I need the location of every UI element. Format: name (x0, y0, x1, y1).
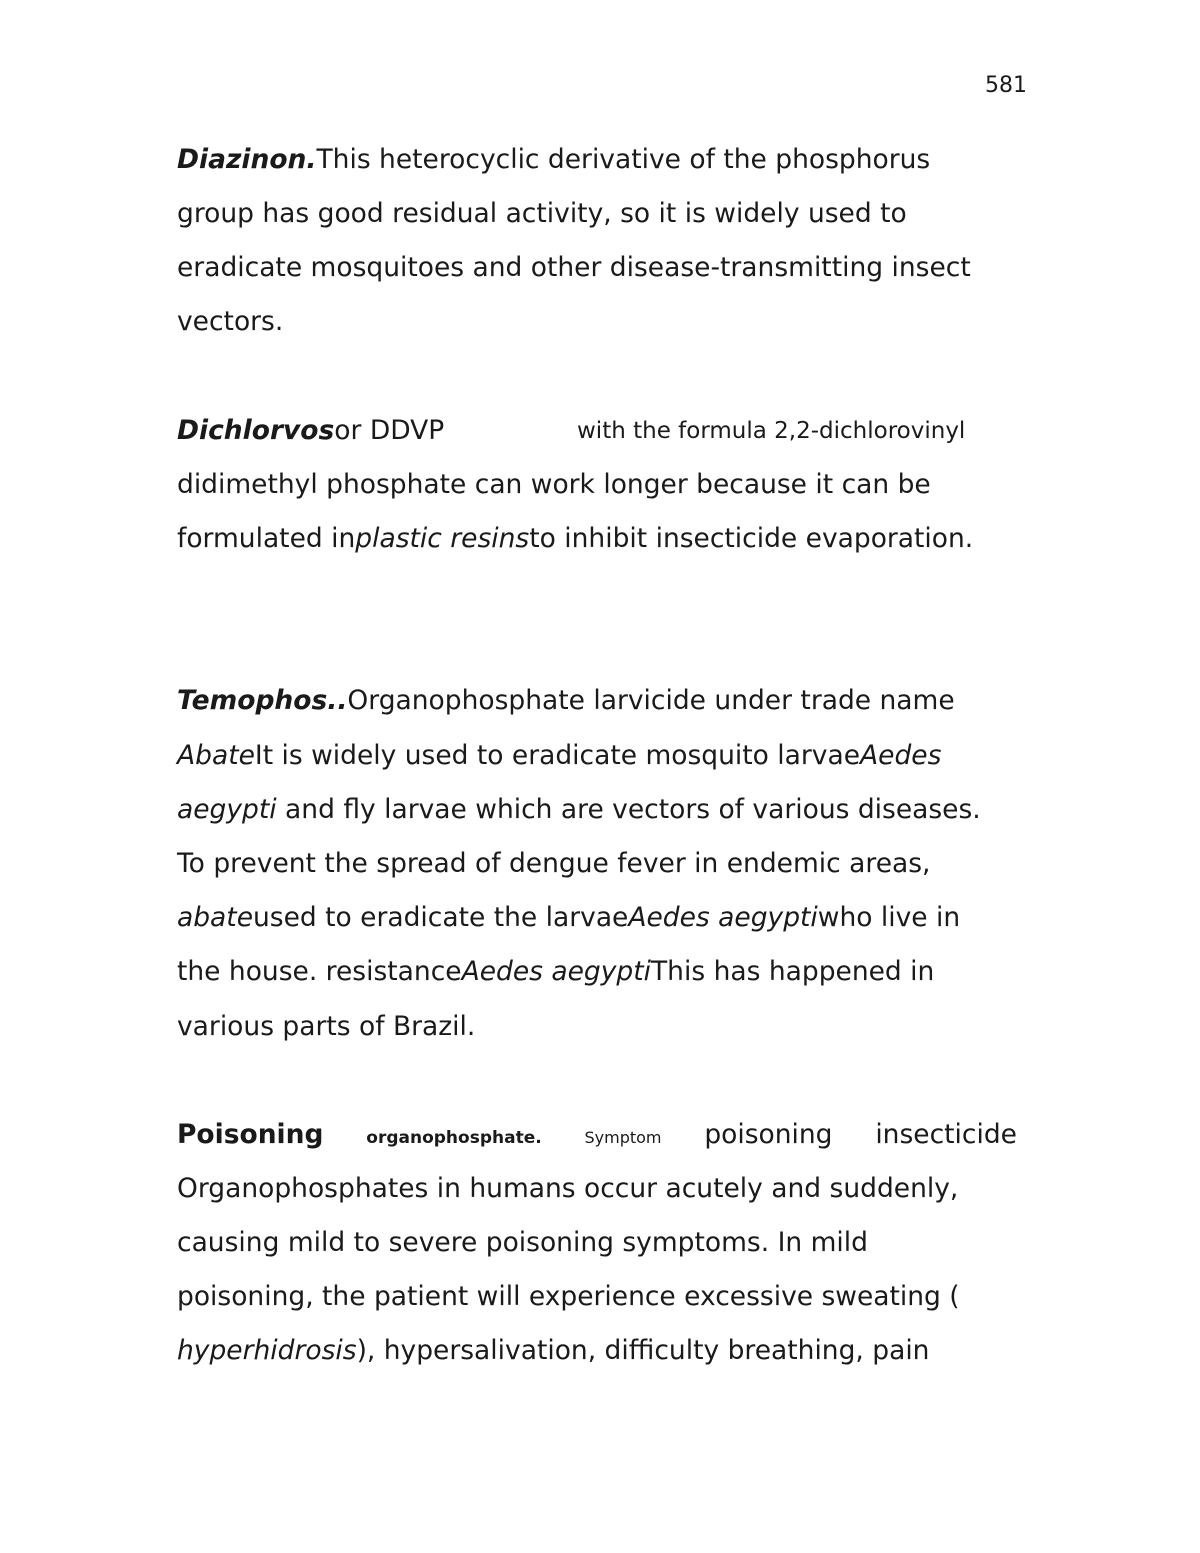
poisoning-word: poisoning (704, 1119, 833, 1150)
temophos-text-2: It is widely used to eradicate mosquito larvae (254, 740, 861, 771)
temophos-text-5a: used to eradicate the larvae (253, 902, 629, 933)
dichlorvos-line-3 (177, 522, 973, 556)
temophos-line-5 (177, 901, 960, 935)
diazinon-line-3: eradicate mosquitoes and other disease-transmitting insect (177, 252, 971, 283)
temophos-text-6a: the house. resistance (177, 956, 462, 987)
poisoning-line-4: poisoning, the patient will experience excessive sweating ( (177, 1281, 960, 1312)
temophos-text-3: and fly larvae which are vectors of various diseases. (276, 794, 981, 825)
diazinon-line-4: vectors. (177, 306, 284, 337)
poisoning-line-1 (177, 1118, 1017, 1155)
dichlorvos-term: Dichlorvos (177, 415, 335, 446)
abate-lower-term: abate (177, 902, 253, 933)
dichlorvos-text-3a: formulated in (177, 523, 356, 554)
dichlorvos-line-2: didimethyl phosphate can work longer because it can be (177, 469, 931, 500)
temophos-line-7: various parts of Brazil. (177, 1011, 476, 1042)
temophos-line-4: To prevent the spread of dengue fever in endemic areas, (177, 848, 931, 879)
diazinon-line-2: group has good residual activity, so it is widely used to (177, 198, 907, 229)
diazinon-text-1: This heterocyclic derivative of the phosphorus (316, 144, 931, 175)
temophos-term: Temophos.. (177, 685, 348, 716)
insecticide-word: insecticide (875, 1119, 1017, 1150)
aedes-term: Aedes (860, 740, 942, 771)
temophos-text-6b: This has happened in (651, 956, 935, 987)
symptom-word: Symptom (584, 1128, 662, 1147)
temophos-text-1: Organophosphate larvicide under trade name (347, 685, 955, 716)
aegypti-term: aegypti (177, 794, 277, 825)
diazinon-term: Diazinon. (177, 144, 317, 175)
organophosphate-term: organophosphate. (366, 1128, 542, 1148)
temophos-line-6 (177, 955, 934, 989)
poisoning-line-2: Organophosphates in humans occur acutely and suddenly, (177, 1173, 959, 1204)
temophos-line-1 (177, 684, 955, 718)
temophos-line-3 (177, 793, 981, 827)
poisoning-term: Poisoning (177, 1119, 324, 1150)
aedes-aegypti-term: Aedes aegypti (628, 902, 818, 933)
plastic-resins-term: plastic resins (355, 523, 530, 554)
dichlorvos-text-3b: to inhibit insecticide evaporation. (529, 523, 974, 554)
hyperhidrosis-term: hyperhidrosis (177, 1335, 357, 1366)
poisoning-line-5 (177, 1334, 929, 1368)
dichlorvos-or-ddvp: or DDVP (334, 415, 445, 446)
dichlorvos-formula: with the formula 2,2-dichlorovinyl (577, 418, 966, 444)
poisoning-text-5: ), hypersalivation, difficulty breathing, pain (356, 1335, 930, 1366)
temophos-line-2 (177, 739, 941, 773)
diazinon-line-1 (177, 143, 930, 177)
abate-term: Abate (177, 740, 255, 771)
dichlorvos-line-1 (177, 414, 444, 448)
page-number: 581 (985, 73, 1027, 98)
poisoning-line-3: causing mild to severe poisoning symptoms. In mild (177, 1227, 868, 1258)
aedes-aegypti-term-2: Aedes aegypti (461, 956, 651, 987)
temophos-text-5b: who live in (817, 902, 961, 933)
